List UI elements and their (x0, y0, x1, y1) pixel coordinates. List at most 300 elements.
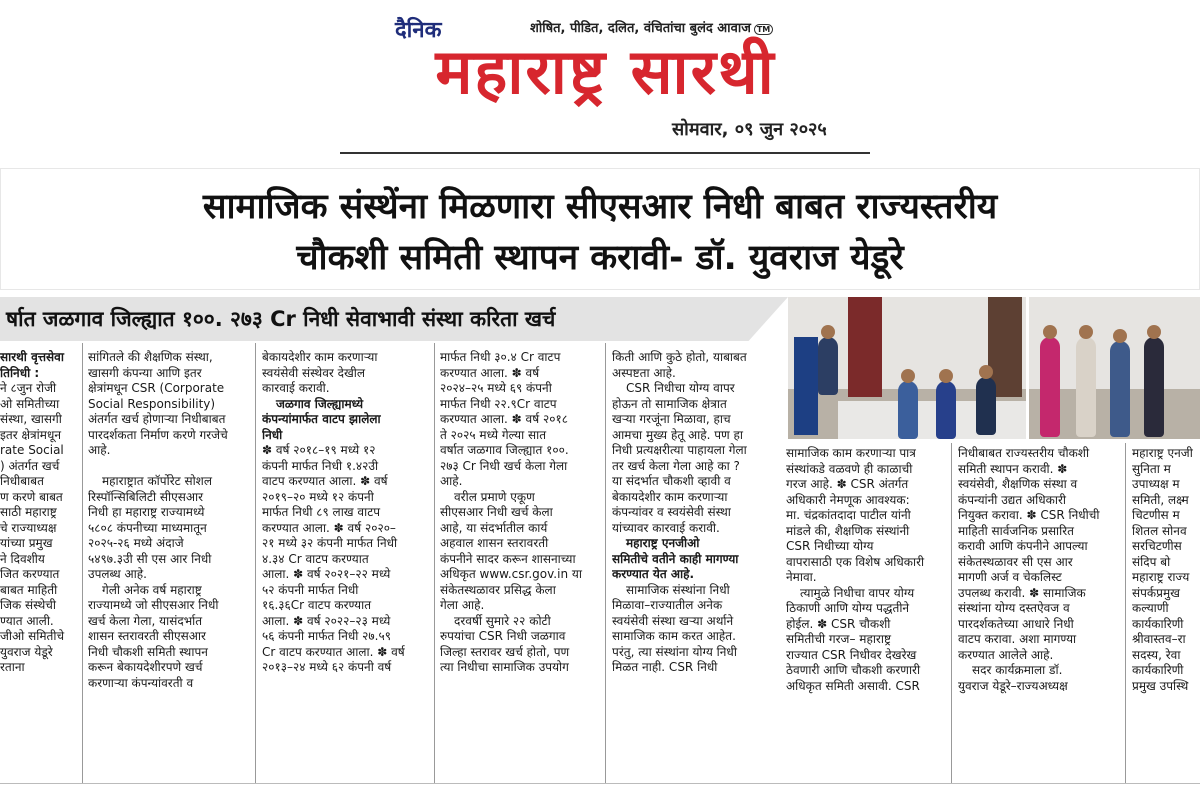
article-line-text: वापरासाठी एक विशेष अधिकारी (786, 554, 925, 569)
article-line-text: रिस्पॉन्सिबिलिटी सीएसआर (88, 489, 204, 504)
article-line (88, 552, 248, 568)
masthead-divider (340, 152, 870, 154)
article-line (88, 629, 248, 645)
article-line-text: संस्था, खासगी (0, 412, 62, 426)
article-line-text: Social Responsibility) (88, 396, 216, 411)
article-line-text: निधी (262, 427, 283, 442)
article-line-text: अधिकारी नेमणूक आवश्यक: (786, 492, 910, 507)
article-line (0, 459, 76, 475)
article-line-text: महाराष्ट्र राज्य (1132, 570, 1190, 584)
article-line-text: संस्थांना योग्य दस्तऐवज व (958, 601, 1070, 615)
article-line (1132, 555, 1200, 571)
article-line (1132, 446, 1200, 462)
article-line (612, 583, 776, 599)
newspaper-title: महाराष्ट्र सारथी (435, 35, 776, 108)
article-line-text: तर खर्च केला गेला आहे का ? (612, 458, 740, 473)
article-line (88, 645, 248, 661)
article-subheading-line (262, 397, 428, 413)
article-line (0, 428, 76, 444)
article-line-text: कंपन्यांमार्फत वाटप झालेला (262, 412, 381, 426)
article-line-text: जिक संस्थेची (0, 598, 56, 612)
photo-person (1110, 341, 1130, 437)
article-line-text: कार्यकारिणी (1132, 663, 1184, 677)
article-line (958, 570, 1118, 586)
article-line (88, 536, 248, 552)
masthead (0, 0, 1200, 165)
article-line-text: पारदर्शकता निर्माण करणे गरजेचे (88, 427, 228, 442)
article-line-text: त्या निधीचा सामाजिक उपयोग (440, 660, 569, 674)
article-line-text: संकेतस्थळावर प्रसिद्ध केला (440, 582, 556, 597)
article-subheading-line (0, 350, 76, 366)
article-line (0, 629, 76, 645)
article-line-text: होऊन तो सामाजिक क्षेत्रात (612, 396, 727, 411)
article-line-text: सीएसआर निधी खर्च केला (440, 505, 553, 519)
article-line (88, 614, 248, 630)
article-line (88, 598, 248, 614)
article-line-text: उपलब्ध आहे. (88, 567, 147, 581)
article-line (958, 446, 1118, 462)
article-line-text: बाबत माहिती (0, 582, 58, 597)
article-line (0, 505, 76, 521)
article-line (612, 598, 776, 614)
article-line-text: सुनिता म (1132, 461, 1171, 476)
article-line (440, 521, 598, 537)
article-line (958, 663, 1118, 679)
photo-person (1144, 337, 1164, 437)
article-line-text: सारथी वृत्तसेवा (0, 350, 64, 364)
article-line (786, 477, 944, 493)
article-line-text: ण करणे बाबत (0, 489, 63, 504)
article-line (958, 555, 1118, 571)
article-line (440, 598, 598, 614)
article-line-text: मिळत नाही. CSR निधी (612, 660, 718, 674)
article-line-text: जळगाव जिल्ह्यामध्ये (276, 396, 364, 411)
article-line-text: २०२४–२५ मध्ये ६९ कंपनी (440, 381, 552, 395)
article-line (786, 679, 944, 695)
column-rule (255, 343, 256, 783)
article-line-text: स्वयंसेवी, शैक्षणिक संस्था व (958, 477, 1078, 491)
article-line-text: कार्यकारिणी (1132, 616, 1184, 631)
article-line (1132, 524, 1200, 540)
article-line-text: युवराज येडूरे (0, 644, 53, 659)
photo-person-head (901, 369, 915, 383)
article-line (440, 366, 598, 382)
article-line (88, 381, 248, 397)
photo-person-head (979, 365, 993, 379)
article-line-text: ५६ कंपनी मार्फत निधी २७.५९ (262, 629, 391, 643)
article-line-text: महाराष्ट्र एनजी (1132, 446, 1193, 460)
article-line-text: निधी प्रत्यक्षरीत्या पाहायला गेला (612, 443, 747, 457)
article-line-text: ओ समितीच्या (0, 396, 60, 411)
photo-person (818, 337, 838, 395)
article-line-text: रुपयांचा CSR निधी जळगाव (440, 629, 566, 643)
article-line (262, 552, 428, 568)
article-line-text: करण्यात आला. ✽ वर्ष २०२०– (262, 520, 396, 535)
article-line (0, 567, 76, 583)
article-line (0, 536, 76, 552)
article-line-text: क्षेत्रांमधून CSR (Corporate (88, 381, 225, 395)
article-line-text: अंतर्गत खर्च होणाऱ्या निधीबाबत (88, 412, 226, 426)
article-line (88, 350, 248, 366)
photo-person (936, 381, 956, 439)
column-rule (1125, 443, 1126, 783)
article-line (786, 648, 944, 664)
article-line (262, 567, 428, 583)
article-line-text: सरचिटणीस (1132, 539, 1182, 553)
article-line-text: आला. ✽ वर्ष २०२२–२३ मध्ये (262, 613, 391, 628)
article-line-text: नियुक्त करावा. ✽ CSR निधीची (958, 508, 1100, 522)
article-line-text: ५४९७.३उी सी एस आर निधी (88, 551, 212, 566)
photo-person-head (1079, 325, 1093, 339)
article-line (440, 490, 598, 506)
article-line-text: Cr वाटप करण्यात आला. ✽ वर्ष (262, 644, 405, 659)
article-line (262, 536, 428, 552)
article-line (440, 443, 598, 459)
article-line-text: आहे, या संदर्भातील कार्य (440, 520, 548, 535)
article-line (1132, 679, 1200, 695)
article-line (262, 459, 428, 475)
article-line (786, 508, 944, 524)
article-line-text: कंपनीने सादर करून शासनाच्या (440, 551, 576, 566)
article-line-text: करावी आणि कंपनीने आपल्या (958, 539, 1088, 553)
photo-person-head (1147, 325, 1161, 339)
article-line (440, 583, 598, 599)
article-line (262, 521, 428, 537)
article-line-text: ठिकाणी आणि योग्य पद्धतीने (786, 601, 910, 615)
article-line-text: उपाध्यक्ष म (1132, 477, 1180, 491)
article-line-text: कंपन्यांनी उद्यत अधिकारी (958, 492, 1067, 507)
article-line (612, 474, 776, 490)
photo-person-head (939, 369, 953, 383)
article-line-text: खऱ्या गरजूंना मिळावा, हाच (612, 412, 731, 426)
article-line-text: अहवाल शासन स्तरावरती (440, 536, 549, 550)
article-line (958, 679, 1118, 695)
article-line (786, 586, 944, 602)
article-line (0, 490, 76, 506)
article-line-text: खासगी कंपन्या आणि इतर (88, 365, 202, 380)
article-line (440, 660, 598, 676)
article-line-text: वर्षात जळगाव जिल्ह्यात १००. (440, 443, 569, 457)
article-line (958, 539, 1118, 555)
article-line-text: वाटप करावा. अशा मागण्या (958, 632, 1077, 646)
article-line-text: उपलब्ध करावी. ✽ सामाजिक (958, 585, 1086, 600)
article-line-text: निधी चौकशी समिती स्थापन (88, 644, 208, 659)
article-line-text: श्रीवास्तव–रा (1132, 632, 1186, 646)
article-line (612, 428, 776, 444)
article-line-text: ने दिवशीय (0, 551, 45, 566)
photo-person (976, 377, 996, 435)
article-line-text: बेकायदेशीर काम करणाऱ्या (262, 350, 378, 364)
article-line-text: मागणी अर्ज व चेकलिस्ट (958, 570, 1062, 584)
article-line (88, 412, 248, 428)
article-line-text: चे राज्याध्यक्ष (0, 520, 57, 535)
column-rule (82, 343, 83, 783)
article-line (1132, 493, 1200, 509)
article-line (88, 474, 248, 490)
article-line (0, 583, 76, 599)
event-photo (788, 297, 1200, 439)
trademark-mark: TM (754, 24, 773, 35)
article-line-text: २१ मध्ये ३२ कंपनी मार्फत निधी (262, 536, 398, 550)
article-line-text: निधीबाबत राज्यस्तरीय चौकशी (958, 446, 1090, 460)
headline-line-1: सामाजिक संस्थेंना मिळणारा सीएसआर निधी बाबत राज्यस्तरीय (202, 187, 998, 227)
article-line-text: या संदर्भात चौकशी व्हावी व (612, 474, 731, 488)
article-line-text: स्वयंसेवी संस्थेवर देखील (262, 365, 366, 380)
article-line-text: २७३ Cr निधी खर्च केला गेला (440, 458, 568, 473)
masthead-tagline (530, 18, 773, 36)
article-line (262, 583, 428, 599)
article-line-text: निधी हा महाराष्ट्र राज्यामध्ये (88, 505, 205, 519)
article-line-text: करणाऱ्या कंपन्यांवरती व (88, 675, 194, 690)
article-line (0, 645, 76, 661)
article-line-text: यांच्यावर कारवाई करावी. (612, 520, 720, 535)
article-line (786, 570, 944, 586)
article-line-text: गेला आहे. (440, 598, 485, 612)
article-line (612, 381, 776, 397)
article-line-text: rate Social (0, 443, 64, 457)
article-line-text: बेकायदेशीर काम करणाऱ्या (612, 489, 728, 504)
article-subheading-line (0, 366, 76, 382)
article-line-text: त्यामुळे निधीचा वापर योग्य (800, 585, 915, 600)
article-line (958, 601, 1118, 617)
article-line (786, 524, 944, 540)
article-line-text: वाटप करण्यात आला. ✽ वर्ष (262, 474, 388, 488)
photo-table (838, 401, 1028, 439)
article-line (0, 443, 76, 459)
article-line-text: यांच्या प्रमुख (0, 536, 53, 550)
article-line (1132, 632, 1200, 648)
article-line-text: राज्यामध्ये जो सीएसआर निधी (88, 598, 219, 612)
article-line (1132, 477, 1200, 493)
article-line (0, 614, 76, 630)
article-line (612, 350, 776, 366)
article-line (612, 614, 776, 630)
article-subheading-line (612, 536, 776, 552)
article-line-text: आमचा मुख्य हेतू आहे. पण हा (612, 427, 744, 442)
article-line-text: करण्यात आलेले आहे. (958, 647, 1054, 662)
article-line-text: राज्यात CSR निधीवर देखरेख (786, 647, 917, 662)
article-column-8 (1132, 446, 1200, 694)
article-line-text: समिती, लक्ष्म (1132, 492, 1189, 507)
article-line (958, 493, 1118, 509)
photo-banner (794, 337, 818, 435)
article-line (262, 350, 428, 366)
article-line (88, 397, 248, 413)
photo-person (898, 381, 918, 439)
article-line-text: होईल. ✽ CSR चौकशी (786, 616, 891, 631)
article-column-5 (612, 350, 776, 676)
column-rule (434, 343, 435, 783)
article-line (440, 397, 598, 413)
article-line-text: जीओ समितीचे (0, 629, 65, 643)
article-line-text: किती आणि कुठे होतो, याबाबत (612, 350, 747, 364)
article-line (88, 583, 248, 599)
article-line (0, 552, 76, 568)
article-line (1132, 539, 1200, 555)
article-line-text: संस्थांकडे वळवणे ही काळाची (786, 461, 913, 476)
article-line (612, 660, 776, 676)
article-line (262, 474, 428, 490)
article-line (1132, 648, 1200, 664)
article-line-text: ४.३४ Cr वाटप करण्यात (262, 551, 369, 566)
article-line (786, 555, 944, 571)
article-line (958, 477, 1118, 493)
photo-divider (1026, 297, 1029, 439)
article-line-text: चिटणीस म (1132, 508, 1180, 522)
article-line-text: मार्फत निधी २२.९Cr वाटप (440, 396, 557, 411)
article-line (786, 539, 944, 555)
article-line (262, 443, 428, 459)
article-line (1132, 586, 1200, 602)
article-line (262, 505, 428, 521)
photo-person-head (821, 325, 835, 339)
article-line (440, 629, 598, 645)
article-line-text: रताना (0, 660, 25, 674)
article-line (440, 428, 598, 444)
article-subheading-line (262, 428, 428, 444)
article-line (0, 397, 76, 413)
issue-date: सोमवार, ०९ जुन २०२५ (672, 119, 827, 140)
article-line (440, 567, 598, 583)
article-line (612, 443, 776, 459)
article-line-text: जिल्हा स्तरावर खर्च होतो, पण (440, 644, 570, 659)
article-line-text: महाराष्ट्रात कॉर्पोरेट सोशल (102, 474, 212, 488)
article-line (440, 412, 598, 428)
subheadline: र्षात जळगाव जिल्ह्यात १००. २७३ Cr निधी सेवाभावी संस्था करिता खर्च (6, 307, 556, 331)
article-line-text: अस्पष्टता आहे. (612, 365, 676, 380)
article-line-text: परंतु, त्या संस्थांना योग्य निधी (612, 644, 737, 659)
article-line-text: १६.३६Cr वाटप करण्यात (262, 598, 372, 612)
article-line (612, 459, 776, 475)
article-line-text: मार्फत निधी ८९ लाख वाटप (262, 505, 381, 519)
article-line (958, 632, 1118, 648)
article-line-text: २०१३–२४ मध्ये ६२ कंपनी वर्ष (262, 660, 392, 674)
article-line (0, 412, 76, 428)
article-line (262, 660, 428, 676)
article-line-text: वरील प्रमाणे एकूण (454, 489, 535, 504)
article-line-text: युवराज येडूरे–राज्यअध्यक्ष (958, 678, 1068, 693)
article-line (786, 601, 944, 617)
article-line (440, 505, 598, 521)
article-subheading-line (612, 567, 776, 583)
article-line (88, 567, 248, 583)
article-line (612, 521, 776, 537)
article-line-text: कल्याणी (1132, 601, 1169, 615)
article-line (262, 598, 428, 614)
article-subheading-line (612, 552, 776, 568)
headline-line-2: चौकशी समिती स्थापन करावी- डॉ. युवराज येडूरे (296, 238, 904, 278)
article-line (1132, 508, 1200, 524)
article-line (786, 632, 944, 648)
article-line (612, 366, 776, 382)
article-line (1132, 617, 1200, 633)
article-line (0, 381, 76, 397)
article-line (1132, 570, 1200, 586)
article-line-text: खर्च केला गेला, यासंदर्भात (88, 613, 203, 628)
article-line (786, 663, 944, 679)
article-line-text: CSR निधीच्या योग्य (786, 539, 874, 553)
article-line-text: अधिकृत समिती असावी. CSR (786, 678, 920, 693)
article-line (262, 366, 428, 382)
article-line (262, 629, 428, 645)
article-line-text: कारवाई करावी. (262, 381, 330, 395)
article-line (88, 428, 248, 444)
article-line (786, 617, 944, 633)
article-line (612, 505, 776, 521)
article-line (958, 586, 1118, 602)
article-line (88, 443, 248, 459)
article-line (958, 648, 1118, 664)
article-line (88, 521, 248, 537)
page-bottom-rule (0, 783, 1200, 784)
article-line (440, 536, 598, 552)
article-line (440, 350, 598, 366)
article-line-text: ण्यात आली. (0, 613, 54, 628)
article-line (262, 614, 428, 630)
article-line-text: नेमावा. (786, 570, 817, 584)
article-line-text: आहे. (88, 443, 111, 457)
article-line (0, 660, 76, 676)
article-line (612, 490, 776, 506)
photo-curtain (848, 297, 882, 397)
article-line (0, 598, 76, 614)
column-rule (951, 443, 952, 783)
article-line-text: सामाजिक काम करत आहेत. (612, 629, 736, 643)
article-line-text: मार्फत निधी ३०.४ Cr वाटप (440, 350, 561, 364)
article-line (440, 614, 598, 630)
article-line-text: समिती स्थापन करावी. ✽ (958, 461, 1068, 476)
article-line-text: प्रमुख उपस्थि (1132, 678, 1189, 693)
article-line (88, 490, 248, 506)
article-line-text: ५२ कंपनी मार्फत निधी (262, 582, 359, 597)
article-column-2 (88, 350, 248, 691)
article-line-text: मिळावा–राज्यातील अनेक (612, 598, 723, 612)
article-line-text: करण्यात येत आहे. (612, 567, 695, 581)
article-line-text: निधीबाबत (0, 474, 44, 488)
article-line (612, 645, 776, 661)
article-line-text: इतर क्षेत्रांमधून (0, 427, 62, 442)
article-column-7 (958, 446, 1118, 694)
article-line-text: CSR निधीचा योग्य वापर (626, 381, 735, 395)
article-line (262, 490, 428, 506)
article-line (88, 366, 248, 382)
article-line (440, 552, 598, 568)
article-line-text: आला. ✽ वर्ष २०२१–२२ मध्ये (262, 567, 391, 581)
article-line-text: स्वयंसेवी संस्था खऱ्या अर्थाने (612, 613, 734, 628)
article-line-text: मा. चंद्रकांतदादा पाटील यांनी (786, 508, 911, 522)
article-line-text: संपर्कप्रमुख (1132, 585, 1180, 600)
article-line (612, 412, 776, 428)
article-line (0, 521, 76, 537)
article-line (612, 397, 776, 413)
article-line (440, 474, 598, 490)
article-line-text: समितीचे वतीने काही मागण्या (612, 551, 739, 566)
article-line-text: करून बेकायदेशीरपणे खर्च (88, 660, 203, 674)
article-line (786, 462, 944, 478)
article-line (1132, 663, 1200, 679)
article-column-4 (440, 350, 598, 676)
article-line (1132, 601, 1200, 617)
article-line-text: शासन स्तरावरती सीएसआर (88, 629, 206, 643)
article-line (786, 493, 944, 509)
article-line (262, 645, 428, 661)
article-line-text: कंपन्यांवर व स्वयंसेवी संस्था (612, 505, 731, 519)
article-column-3 (262, 350, 428, 676)
article-line-text: सदस्य, रेवा (1132, 647, 1181, 662)
article-line-text: साठी महाराष्ट्र (0, 505, 57, 519)
article-line-text: ठेवणारी आणि चौकशी करणारी (786, 663, 921, 677)
article-line-text: सामाजिक संस्थांना निधी (626, 582, 730, 597)
